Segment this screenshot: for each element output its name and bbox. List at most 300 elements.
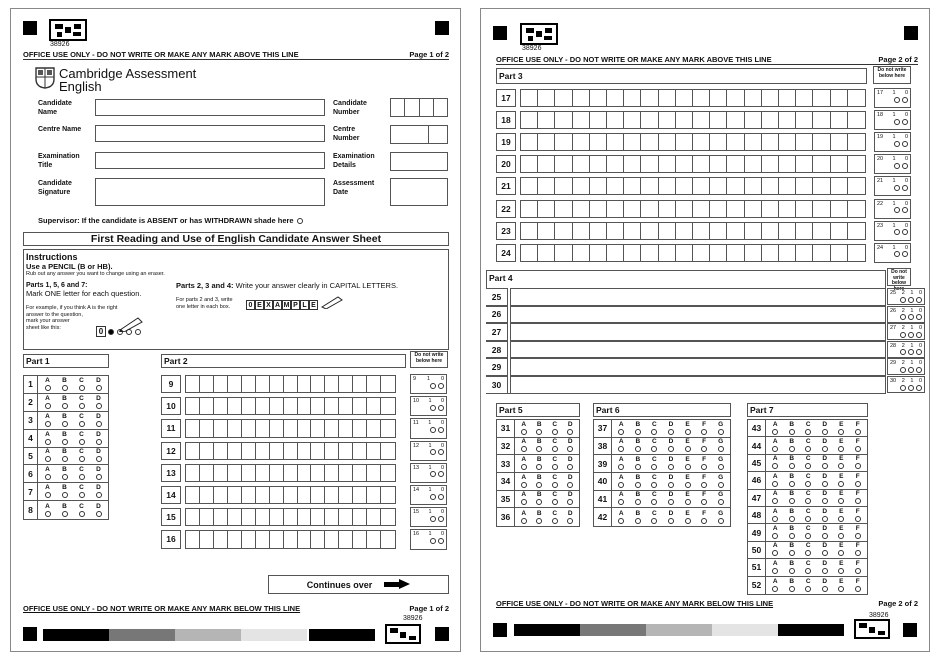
answer-option[interactable] xyxy=(635,492,641,505)
letter-box[interactable] xyxy=(813,112,830,128)
answer-option[interactable] xyxy=(685,511,691,524)
letter-box[interactable] xyxy=(727,178,744,194)
letter-box[interactable] xyxy=(659,201,676,217)
answer-option[interactable] xyxy=(685,457,691,470)
letter-box[interactable] xyxy=(538,223,555,239)
answer-option[interactable] xyxy=(822,491,828,504)
letter-grid[interactable] xyxy=(520,222,866,240)
option-bubble[interactable] xyxy=(789,481,795,487)
letter-box[interactable] xyxy=(796,134,813,150)
option-bubble[interactable] xyxy=(855,568,861,574)
letter-box[interactable] xyxy=(353,509,367,525)
letter-box[interactable] xyxy=(186,443,200,459)
letter-box[interactable] xyxy=(727,134,744,150)
option-bubble[interactable] xyxy=(62,474,68,480)
letter-box[interactable] xyxy=(214,420,228,436)
answer-option[interactable] xyxy=(805,439,811,452)
option-bubble[interactable] xyxy=(635,464,641,470)
letter-box[interactable] xyxy=(641,245,658,261)
letter-box[interactable] xyxy=(659,245,676,261)
option-bubble[interactable] xyxy=(668,429,674,435)
answer-option[interactable] xyxy=(855,439,861,452)
option-bubble[interactable] xyxy=(838,446,844,452)
answer-option[interactable] xyxy=(805,543,811,556)
letter-box[interactable] xyxy=(779,156,796,172)
answer-option[interactable] xyxy=(45,467,51,480)
letter-box[interactable] xyxy=(339,465,353,481)
option-bubble[interactable] xyxy=(805,498,811,504)
letter-box[interactable] xyxy=(311,509,325,525)
letter-box[interactable] xyxy=(284,420,298,436)
letter-box[interactable] xyxy=(710,90,727,106)
letter-box[interactable] xyxy=(339,487,353,503)
answer-option[interactable] xyxy=(567,475,573,488)
answer-option[interactable] xyxy=(805,561,811,574)
answer-option[interactable] xyxy=(838,579,844,592)
letter-box[interactable] xyxy=(607,245,624,261)
answer-option[interactable] xyxy=(635,457,641,470)
letter-box[interactable] xyxy=(607,134,624,150)
answer-option[interactable] xyxy=(701,422,707,435)
letter-box[interactable] xyxy=(228,376,242,392)
letter-box[interactable] xyxy=(284,465,298,481)
answer-option[interactable] xyxy=(838,509,844,522)
letter-grid[interactable] xyxy=(185,419,396,437)
answer-option[interactable] xyxy=(701,439,707,452)
letter-box[interactable] xyxy=(228,487,242,503)
letter-box[interactable] xyxy=(624,90,641,106)
letter-box[interactable] xyxy=(710,178,727,194)
option-bubble[interactable] xyxy=(536,464,542,470)
answer-option[interactable] xyxy=(521,457,527,470)
option-bubble[interactable] xyxy=(772,533,778,539)
option-bubble[interactable] xyxy=(96,511,102,517)
answer-option[interactable] xyxy=(62,485,68,498)
option-bubble[interactable] xyxy=(96,492,102,498)
letter-box[interactable] xyxy=(353,398,367,414)
letter-box[interactable] xyxy=(270,376,284,392)
letter-box[interactable] xyxy=(779,201,796,217)
option-bubble[interactable] xyxy=(567,429,573,435)
option-bubble[interactable] xyxy=(789,463,795,469)
option-bubble[interactable] xyxy=(62,421,68,427)
option-bubble[interactable] xyxy=(552,482,558,488)
letter-box[interactable] xyxy=(762,223,779,239)
letter-box[interactable] xyxy=(186,420,200,436)
option-bubble[interactable] xyxy=(822,533,828,539)
letter-box[interactable] xyxy=(256,376,270,392)
option-bubble[interactable] xyxy=(685,499,691,505)
answer-option[interactable] xyxy=(772,456,778,469)
letter-box[interactable] xyxy=(214,376,228,392)
letter-box[interactable] xyxy=(256,465,270,481)
option-bubble[interactable] xyxy=(521,499,527,505)
letter-box[interactable] xyxy=(796,201,813,217)
answer-option[interactable] xyxy=(552,511,558,524)
letter-box[interactable] xyxy=(796,223,813,239)
option-bubble[interactable] xyxy=(685,482,691,488)
answer-option[interactable] xyxy=(96,467,102,480)
answer-option[interactable] xyxy=(718,492,724,505)
option-bubble[interactable] xyxy=(618,518,624,524)
letter-box[interactable] xyxy=(676,201,693,217)
option-bubble[interactable] xyxy=(855,463,861,469)
letter-box[interactable] xyxy=(641,223,658,239)
answer-option[interactable] xyxy=(822,579,828,592)
letter-box[interactable] xyxy=(762,201,779,217)
letter-box[interactable] xyxy=(573,156,590,172)
letter-box[interactable] xyxy=(796,156,813,172)
answer-option[interactable] xyxy=(618,511,624,524)
answer-option[interactable] xyxy=(855,509,861,522)
letter-box[interactable] xyxy=(200,420,214,436)
answer-option[interactable] xyxy=(96,449,102,462)
option-bubble[interactable] xyxy=(552,429,558,435)
option-bubble[interactable] xyxy=(45,403,51,409)
letter-box[interactable] xyxy=(284,531,298,547)
letter-box[interactable] xyxy=(270,465,284,481)
letter-grid[interactable] xyxy=(520,200,866,218)
answer-option[interactable] xyxy=(789,456,795,469)
letter-box[interactable] xyxy=(339,420,353,436)
option-bubble[interactable] xyxy=(685,518,691,524)
letter-box[interactable] xyxy=(242,420,256,436)
answer-option[interactable] xyxy=(618,492,624,505)
answer-option[interactable] xyxy=(79,432,85,445)
letter-box[interactable] xyxy=(298,398,312,414)
option-bubble[interactable] xyxy=(805,429,811,435)
option-bubble[interactable] xyxy=(618,446,624,452)
option-bubble[interactable] xyxy=(822,481,828,487)
answer-option[interactable] xyxy=(685,422,691,435)
letter-box[interactable] xyxy=(228,509,242,525)
letter-box[interactable] xyxy=(607,156,624,172)
letter-box[interactable] xyxy=(311,531,325,547)
letter-box[interactable] xyxy=(555,223,572,239)
letter-box[interactable] xyxy=(831,156,848,172)
answer-option[interactable] xyxy=(789,439,795,452)
letter-box[interactable] xyxy=(641,112,658,128)
letter-box[interactable] xyxy=(242,531,256,547)
option-bubble[interactable] xyxy=(552,446,558,452)
letter-box[interactable] xyxy=(339,398,353,414)
letter-box[interactable] xyxy=(590,90,607,106)
answer-option[interactable] xyxy=(838,422,844,435)
letter-box[interactable] xyxy=(831,201,848,217)
letter-box[interactable] xyxy=(624,245,641,261)
letter-box[interactable] xyxy=(298,465,312,481)
option-bubble[interactable] xyxy=(567,499,573,505)
letter-box[interactable] xyxy=(228,420,242,436)
letter-box[interactable] xyxy=(538,134,555,150)
answer-option[interactable] xyxy=(536,475,542,488)
option-bubble[interactable] xyxy=(45,492,51,498)
letter-box[interactable] xyxy=(521,156,538,172)
letter-box[interactable] xyxy=(311,443,325,459)
answer-option[interactable] xyxy=(96,432,102,445)
option-bubble[interactable] xyxy=(701,429,707,435)
letter-box[interactable] xyxy=(813,134,830,150)
answer-option[interactable] xyxy=(45,378,51,391)
letter-box[interactable] xyxy=(659,90,676,106)
letter-box[interactable] xyxy=(727,223,744,239)
candidate-name-field[interactable] xyxy=(95,99,325,116)
answer-option[interactable] xyxy=(805,422,811,435)
letter-box[interactable] xyxy=(538,178,555,194)
letter-box[interactable] xyxy=(745,178,762,194)
answer-option[interactable] xyxy=(701,511,707,524)
letter-grid[interactable] xyxy=(520,89,866,107)
option-bubble[interactable] xyxy=(618,429,624,435)
letter-box[interactable] xyxy=(353,487,367,503)
letter-box[interactable] xyxy=(659,178,676,194)
candidate-number-field[interactable] xyxy=(390,98,448,117)
option-bubble[interactable] xyxy=(855,446,861,452)
answer-option[interactable] xyxy=(618,422,624,435)
answer-option[interactable] xyxy=(79,504,85,517)
letter-box[interactable] xyxy=(242,487,256,503)
answer-option[interactable] xyxy=(651,511,657,524)
letter-box[interactable] xyxy=(270,398,284,414)
letter-box[interactable] xyxy=(676,90,693,106)
option-bubble[interactable] xyxy=(651,464,657,470)
letter-box[interactable] xyxy=(325,509,339,525)
option-bubble[interactable] xyxy=(789,550,795,556)
answer-option[interactable] xyxy=(822,526,828,539)
answer-option[interactable] xyxy=(685,492,691,505)
letter-box[interactable] xyxy=(521,223,538,239)
letter-box[interactable] xyxy=(555,201,572,217)
letter-box[interactable] xyxy=(325,398,339,414)
letter-box[interactable] xyxy=(242,398,256,414)
answer-option[interactable] xyxy=(838,456,844,469)
answer-option[interactable] xyxy=(805,509,811,522)
letter-box[interactable] xyxy=(607,90,624,106)
letter-box[interactable] xyxy=(573,90,590,106)
answer-option[interactable] xyxy=(838,561,844,574)
answer-option[interactable] xyxy=(45,485,51,498)
option-bubble[interactable] xyxy=(635,446,641,452)
letter-box[interactable] xyxy=(186,376,200,392)
letter-box[interactable] xyxy=(186,531,200,547)
letter-box[interactable] xyxy=(214,398,228,414)
letter-box[interactable] xyxy=(381,398,395,414)
letter-box[interactable] xyxy=(796,178,813,194)
answer-option[interactable] xyxy=(635,439,641,452)
letter-box[interactable] xyxy=(521,178,538,194)
option-bubble[interactable] xyxy=(536,482,542,488)
answer-option[interactable] xyxy=(62,432,68,445)
option-bubble[interactable] xyxy=(805,533,811,539)
answer-option[interactable] xyxy=(772,422,778,435)
answer-option[interactable] xyxy=(45,396,51,409)
letter-grid[interactable] xyxy=(520,133,866,151)
answer-option[interactable] xyxy=(96,378,102,391)
answer-option[interactable] xyxy=(805,456,811,469)
letter-box[interactable] xyxy=(214,487,228,503)
answer-option[interactable] xyxy=(79,485,85,498)
letter-box[interactable] xyxy=(200,376,214,392)
letter-box[interactable] xyxy=(200,398,214,414)
letter-box[interactable] xyxy=(353,420,367,436)
option-bubble[interactable] xyxy=(96,385,102,391)
letter-box[interactable] xyxy=(710,201,727,217)
option-bubble[interactable] xyxy=(521,518,527,524)
letter-box[interactable] xyxy=(745,245,762,261)
letter-box[interactable] xyxy=(693,201,710,217)
letter-grid[interactable] xyxy=(185,375,396,393)
answer-option[interactable] xyxy=(567,492,573,505)
letter-box[interactable] xyxy=(745,90,762,106)
option-bubble[interactable] xyxy=(822,568,828,574)
letter-box[interactable] xyxy=(659,223,676,239)
option-bubble[interactable] xyxy=(805,516,811,522)
answer-option[interactable] xyxy=(805,526,811,539)
letter-box[interactable] xyxy=(607,223,624,239)
answer-option[interactable] xyxy=(838,526,844,539)
letter-box[interactable] xyxy=(200,531,214,547)
letter-box[interactable] xyxy=(676,223,693,239)
letter-box[interactable] xyxy=(228,465,242,481)
option-bubble[interactable] xyxy=(855,498,861,504)
letter-box[interactable] xyxy=(538,112,555,128)
option-bubble[interactable] xyxy=(45,385,51,391)
option-bubble[interactable] xyxy=(635,499,641,505)
option-bubble[interactable] xyxy=(805,463,811,469)
letter-box[interactable] xyxy=(659,134,676,150)
option-bubble[interactable] xyxy=(651,499,657,505)
long-answer-field[interactable] xyxy=(510,306,886,324)
letter-box[interactable] xyxy=(521,245,538,261)
option-bubble[interactable] xyxy=(79,492,85,498)
option-bubble[interactable] xyxy=(838,516,844,522)
option-bubble[interactable] xyxy=(668,499,674,505)
letter-box[interactable] xyxy=(367,443,381,459)
option-bubble[interactable] xyxy=(96,474,102,480)
option-bubble[interactable] xyxy=(772,481,778,487)
letter-box[interactable] xyxy=(339,531,353,547)
answer-option[interactable] xyxy=(618,475,624,488)
letter-box[interactable] xyxy=(813,245,830,261)
letter-box[interactable] xyxy=(214,443,228,459)
option-bubble[interactable] xyxy=(855,586,861,592)
option-bubble[interactable] xyxy=(668,518,674,524)
letter-box[interactable] xyxy=(745,223,762,239)
option-bubble[interactable] xyxy=(668,446,674,452)
answer-option[interactable] xyxy=(96,396,102,409)
option-bubble[interactable] xyxy=(789,568,795,574)
answer-option[interactable] xyxy=(552,439,558,452)
letter-box[interactable] xyxy=(813,90,830,106)
answer-option[interactable] xyxy=(718,511,724,524)
option-bubble[interactable] xyxy=(45,511,51,517)
letter-grid[interactable] xyxy=(185,397,396,415)
answer-option[interactable] xyxy=(772,474,778,487)
answer-option[interactable] xyxy=(79,378,85,391)
letter-box[interactable] xyxy=(367,487,381,503)
letter-box[interactable] xyxy=(311,487,325,503)
letter-box[interactable] xyxy=(200,509,214,525)
letter-box[interactable] xyxy=(710,134,727,150)
answer-option[interactable] xyxy=(567,457,573,470)
answer-option[interactable] xyxy=(536,511,542,524)
option-bubble[interactable] xyxy=(685,429,691,435)
letter-box[interactable] xyxy=(607,178,624,194)
letter-box[interactable] xyxy=(676,134,693,150)
option-bubble[interactable] xyxy=(822,463,828,469)
answer-option[interactable] xyxy=(536,439,542,452)
option-bubble[interactable] xyxy=(685,464,691,470)
option-bubble[interactable] xyxy=(772,586,778,592)
option-bubble[interactable] xyxy=(552,499,558,505)
letter-box[interactable] xyxy=(214,531,228,547)
option-bubble[interactable] xyxy=(701,482,707,488)
letter-box[interactable] xyxy=(200,487,214,503)
letter-box[interactable] xyxy=(590,245,607,261)
letter-box[interactable] xyxy=(311,420,325,436)
answer-option[interactable] xyxy=(855,456,861,469)
option-bubble[interactable] xyxy=(822,446,828,452)
letter-box[interactable] xyxy=(228,443,242,459)
letter-box[interactable] xyxy=(762,90,779,106)
letter-box[interactable] xyxy=(710,156,727,172)
letter-grid[interactable] xyxy=(520,155,866,173)
answer-option[interactable] xyxy=(96,504,102,517)
letter-box[interactable] xyxy=(353,443,367,459)
letter-grid[interactable] xyxy=(520,177,866,195)
letter-box[interactable] xyxy=(607,201,624,217)
letter-box[interactable] xyxy=(659,156,676,172)
answer-option[interactable] xyxy=(855,526,861,539)
answer-option[interactable] xyxy=(62,467,68,480)
letter-box[interactable] xyxy=(831,223,848,239)
letter-box[interactable] xyxy=(813,178,830,194)
answer-option[interactable] xyxy=(668,475,674,488)
letter-box[interactable] xyxy=(555,90,572,106)
letter-box[interactable] xyxy=(256,531,270,547)
letter-box[interactable] xyxy=(762,178,779,194)
letter-box[interactable] xyxy=(228,531,242,547)
answer-option[interactable] xyxy=(718,439,724,452)
option-bubble[interactable] xyxy=(855,481,861,487)
letter-box[interactable] xyxy=(745,201,762,217)
letter-box[interactable] xyxy=(762,245,779,261)
answer-option[interactable] xyxy=(685,439,691,452)
answer-option[interactable] xyxy=(62,414,68,427)
letter-box[interactable] xyxy=(256,443,270,459)
letter-box[interactable] xyxy=(727,201,744,217)
answer-option[interactable] xyxy=(789,422,795,435)
answer-option[interactable] xyxy=(789,579,795,592)
option-bubble[interactable] xyxy=(79,511,85,517)
answer-option[interactable] xyxy=(805,579,811,592)
answer-option[interactable] xyxy=(651,422,657,435)
option-bubble[interactable] xyxy=(79,421,85,427)
letter-box[interactable] xyxy=(242,376,256,392)
letter-box[interactable] xyxy=(693,90,710,106)
letter-box[interactable] xyxy=(256,420,270,436)
letter-box[interactable] xyxy=(831,112,848,128)
letter-box[interactable] xyxy=(367,509,381,525)
letter-box[interactable] xyxy=(693,223,710,239)
letter-box[interactable] xyxy=(727,156,744,172)
letter-box[interactable] xyxy=(311,376,325,392)
letter-box[interactable] xyxy=(256,398,270,414)
answer-option[interactable] xyxy=(789,509,795,522)
answer-option[interactable] xyxy=(822,422,828,435)
letter-box[interactable] xyxy=(745,112,762,128)
letter-box[interactable] xyxy=(590,156,607,172)
